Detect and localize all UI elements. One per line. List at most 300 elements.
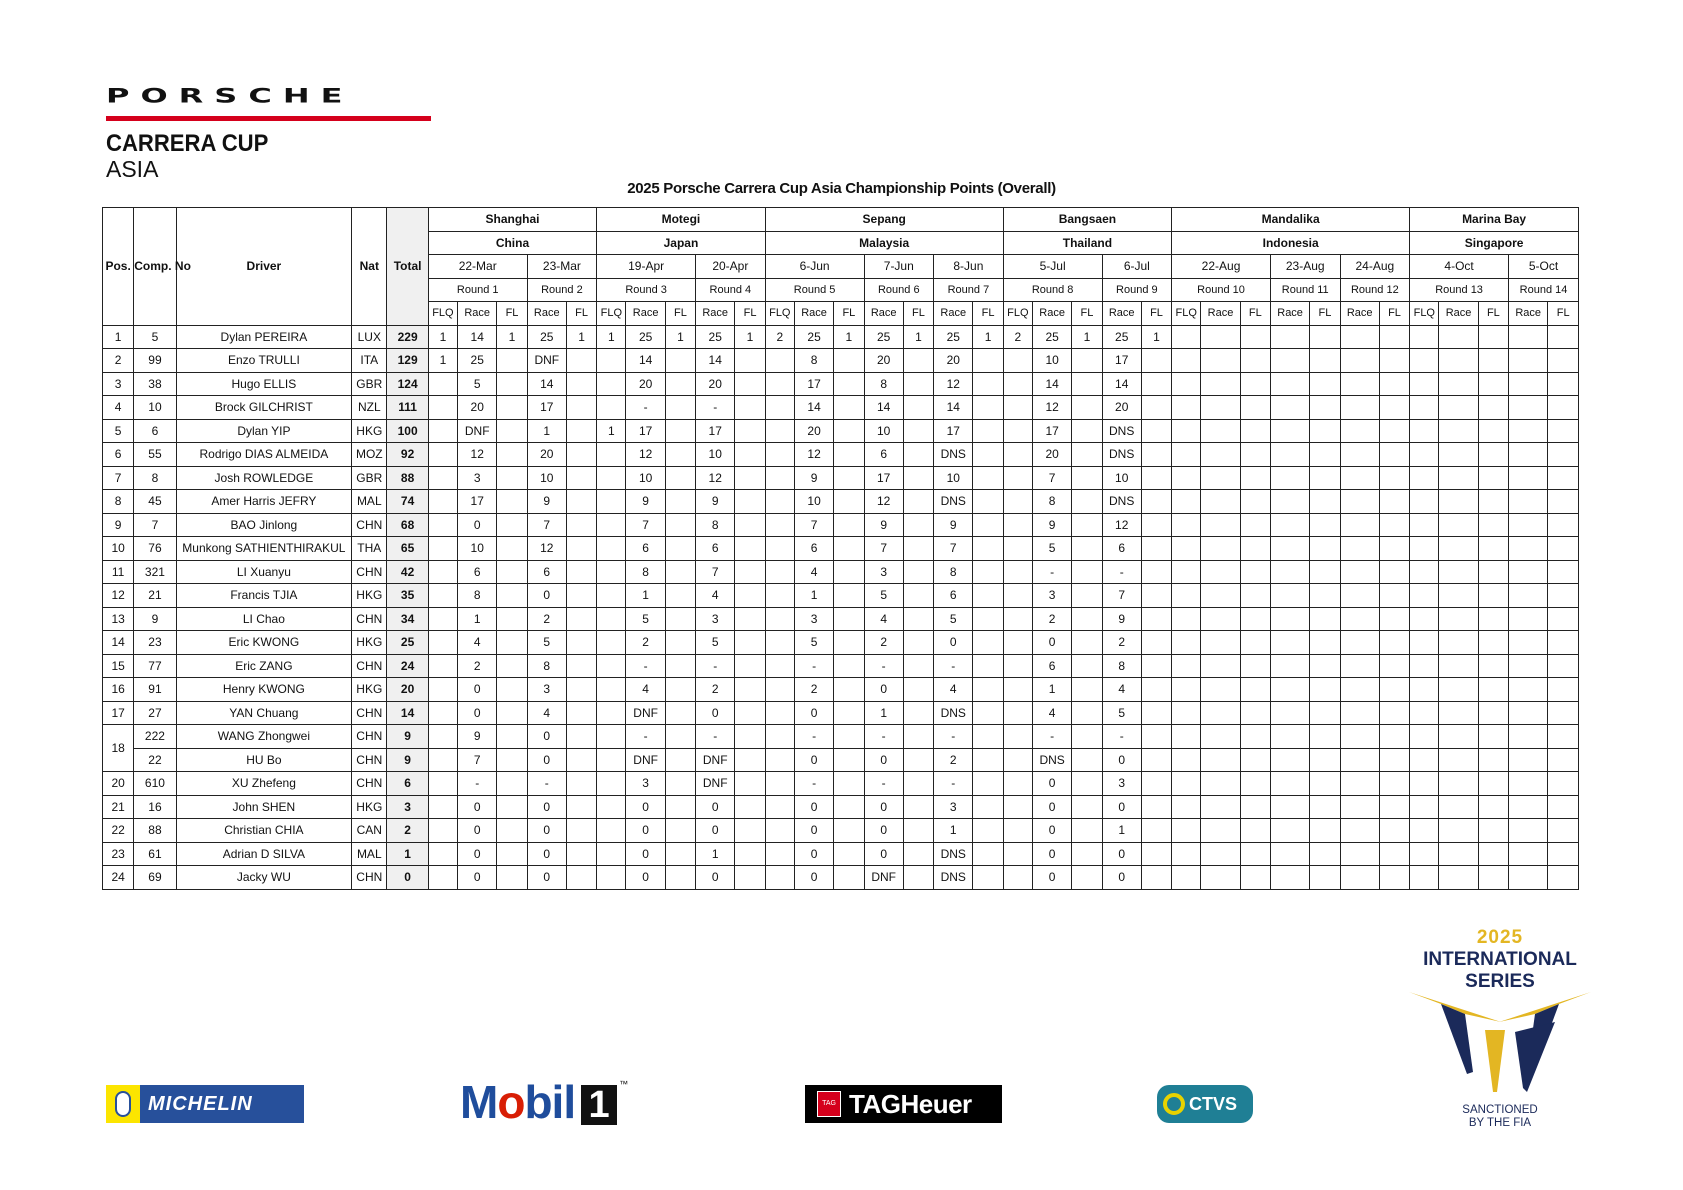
points-cell bbox=[1340, 772, 1379, 796]
points-cell bbox=[1141, 607, 1171, 631]
points-cell bbox=[1310, 419, 1340, 443]
points-cell: 0 bbox=[864, 819, 903, 843]
points-cell: 6 bbox=[934, 584, 973, 608]
points-cell: 6 bbox=[626, 537, 665, 561]
points-cell bbox=[834, 725, 864, 749]
points-cell: 20 bbox=[794, 419, 833, 443]
tag-heuer-wordmark: TAGHeuer bbox=[849, 1088, 972, 1119]
points-cell bbox=[497, 772, 527, 796]
points-cell bbox=[1548, 325, 1579, 349]
points-cell bbox=[497, 466, 527, 490]
points-cell: 8 bbox=[1102, 654, 1141, 678]
points-cell: 3 bbox=[626, 772, 665, 796]
points-cell bbox=[1379, 701, 1409, 725]
points-cell bbox=[1478, 419, 1508, 443]
points-cell bbox=[1141, 654, 1171, 678]
table-row bbox=[103, 349, 1579, 373]
driver-cell: Eric KWONG bbox=[176, 631, 352, 655]
driver-cell: Munkong SATHIENTHIRAKUL bbox=[176, 537, 352, 561]
nat-cell: CHN bbox=[352, 772, 387, 796]
points-cell: 3 bbox=[458, 466, 497, 490]
points-cell bbox=[903, 513, 933, 537]
points-cell bbox=[735, 725, 765, 749]
points-cell: DNS bbox=[934, 701, 973, 725]
points-cell bbox=[665, 560, 695, 584]
table-row bbox=[103, 866, 1579, 890]
country-header: Thailand bbox=[1003, 231, 1171, 255]
points-cell bbox=[1509, 443, 1548, 467]
points-cell bbox=[1141, 631, 1171, 655]
points-cell bbox=[1379, 560, 1409, 584]
points-cell bbox=[597, 443, 626, 467]
points-cell bbox=[765, 584, 794, 608]
points-cell bbox=[735, 443, 765, 467]
fl-col-header: FL bbox=[834, 302, 864, 326]
points-cell bbox=[973, 396, 1003, 420]
points-cell bbox=[428, 795, 457, 819]
points-cell: 8 bbox=[626, 560, 665, 584]
points-cell bbox=[1072, 537, 1102, 561]
points-cell bbox=[1072, 654, 1102, 678]
points-cell bbox=[1270, 396, 1309, 420]
date-header: 6-Jun bbox=[765, 255, 864, 279]
points-cell bbox=[665, 584, 695, 608]
points-cell bbox=[834, 419, 864, 443]
points-cell: 14 bbox=[794, 396, 833, 420]
total-cell: 65 bbox=[387, 537, 428, 561]
points-cell bbox=[765, 631, 794, 655]
points-cell bbox=[1172, 819, 1201, 843]
points-cell bbox=[1201, 725, 1240, 749]
points-cell bbox=[1270, 631, 1309, 655]
points-cell bbox=[1270, 443, 1309, 467]
round-header: Round 14 bbox=[1509, 278, 1579, 302]
points-cell bbox=[1072, 372, 1102, 396]
points-cell bbox=[1172, 654, 1201, 678]
race-col-header: Race bbox=[794, 302, 833, 326]
points-cell bbox=[903, 466, 933, 490]
points-cell bbox=[1201, 772, 1240, 796]
points-cell bbox=[428, 748, 457, 772]
points-cell: 14 bbox=[527, 372, 566, 396]
points-cell: 0 bbox=[864, 748, 903, 772]
points-cell bbox=[1509, 772, 1548, 796]
points-cell bbox=[1072, 490, 1102, 514]
fl-col-header: FL bbox=[1141, 302, 1171, 326]
points-cell: 14 bbox=[696, 349, 735, 373]
points-cell: DNF bbox=[626, 748, 665, 772]
points-cell: 5 bbox=[1102, 701, 1141, 725]
points-cell bbox=[1072, 584, 1102, 608]
points-cell: 0 bbox=[1032, 819, 1071, 843]
points-cell: 1 bbox=[428, 325, 457, 349]
points-cell bbox=[497, 842, 527, 866]
points-cell bbox=[1310, 842, 1340, 866]
points-cell: - bbox=[934, 772, 973, 796]
points-cell bbox=[1410, 490, 1439, 514]
points-cell bbox=[1003, 725, 1032, 749]
points-cell: 0 bbox=[458, 866, 497, 890]
points-cell bbox=[1270, 866, 1309, 890]
mobil-wordmark: Mobil bbox=[460, 1076, 576, 1128]
total-cell: 35 bbox=[387, 584, 428, 608]
points-cell: 0 bbox=[696, 701, 735, 725]
points-cell bbox=[1310, 701, 1340, 725]
driver-cell: Francis TJIA bbox=[176, 584, 352, 608]
points-cell bbox=[1439, 560, 1478, 584]
points-cell: 6 bbox=[864, 443, 903, 467]
points-cell bbox=[1548, 607, 1579, 631]
round-header: Round 2 bbox=[527, 278, 597, 302]
table-row bbox=[103, 372, 1579, 396]
pos-cell: 18 bbox=[103, 725, 134, 772]
points-cell bbox=[1172, 513, 1201, 537]
points-cell bbox=[1172, 584, 1201, 608]
points-cell bbox=[1509, 537, 1548, 561]
points-cell bbox=[1340, 560, 1379, 584]
points-cell: 8 bbox=[934, 560, 973, 584]
points-cell: 0 bbox=[696, 819, 735, 843]
points-cell bbox=[1003, 748, 1032, 772]
points-cell bbox=[1201, 701, 1240, 725]
points-cell bbox=[1141, 701, 1171, 725]
points-cell bbox=[1439, 631, 1478, 655]
series-name: CARRERA CUP bbox=[106, 130, 269, 157]
points-cell bbox=[1172, 866, 1201, 890]
points-cell bbox=[1379, 537, 1409, 561]
points-cell bbox=[428, 842, 457, 866]
fl-col-header: FL bbox=[497, 302, 527, 326]
comp-no-cell: 61 bbox=[134, 842, 176, 866]
points-cell bbox=[834, 513, 864, 537]
points-cell bbox=[1310, 795, 1340, 819]
fl-col-header: FL bbox=[1310, 302, 1340, 326]
points-cell bbox=[1270, 560, 1309, 584]
points-cell bbox=[834, 842, 864, 866]
pos-cell: 13 bbox=[103, 607, 134, 631]
tag-heuer-logo bbox=[805, 1085, 1002, 1123]
points-cell bbox=[1439, 325, 1478, 349]
points-cell: 8 bbox=[696, 513, 735, 537]
points-cell bbox=[497, 443, 527, 467]
points-cell: 6 bbox=[527, 560, 566, 584]
points-cell: 10 bbox=[696, 443, 735, 467]
points-cell bbox=[1240, 795, 1270, 819]
points-cell bbox=[1410, 372, 1439, 396]
points-cell bbox=[1201, 584, 1240, 608]
points-cell bbox=[1548, 654, 1579, 678]
points-cell: 2 bbox=[626, 631, 665, 655]
comp-no-cell: 77 bbox=[134, 654, 176, 678]
points-cell: 14 bbox=[1102, 372, 1141, 396]
points-cell bbox=[1340, 466, 1379, 490]
comp-no-cell: 321 bbox=[134, 560, 176, 584]
total-cell: 92 bbox=[387, 443, 428, 467]
points-cell bbox=[834, 772, 864, 796]
points-cell bbox=[903, 349, 933, 373]
points-cell: 8 bbox=[527, 654, 566, 678]
points-cell bbox=[665, 443, 695, 467]
points-cell: 9 bbox=[527, 490, 566, 514]
points-cell bbox=[1439, 443, 1478, 467]
points-cell bbox=[428, 772, 457, 796]
points-cell bbox=[665, 631, 695, 655]
points-cell bbox=[834, 396, 864, 420]
flq-col-header: FLQ bbox=[597, 302, 626, 326]
points-cell bbox=[1141, 560, 1171, 584]
points-cell bbox=[665, 372, 695, 396]
points-cell: DNS bbox=[934, 842, 973, 866]
nat-header: Nat bbox=[352, 208, 387, 326]
comp-no-cell: 5 bbox=[134, 325, 176, 349]
points-cell bbox=[428, 654, 457, 678]
points-cell bbox=[1240, 631, 1270, 655]
points-cell bbox=[735, 631, 765, 655]
michelin-wordmark: MICHELIN bbox=[148, 1092, 253, 1115]
points-cell: - bbox=[934, 725, 973, 749]
table-row bbox=[103, 842, 1579, 866]
points-cell bbox=[973, 772, 1003, 796]
pos-cell: 12 bbox=[103, 584, 134, 608]
points-cell bbox=[1410, 537, 1439, 561]
points-cell: 2 bbox=[765, 325, 794, 349]
points-cell: DNF bbox=[864, 866, 903, 890]
points-cell bbox=[1072, 795, 1102, 819]
race-col-header: Race bbox=[1340, 302, 1379, 326]
points-cell bbox=[428, 819, 457, 843]
points-cell bbox=[428, 537, 457, 561]
points-cell bbox=[566, 466, 596, 490]
driver-cell: Henry KWONG bbox=[176, 678, 352, 702]
table-row bbox=[103, 560, 1579, 584]
points-cell: 1 bbox=[428, 349, 457, 373]
points-cell: 25 bbox=[626, 325, 665, 349]
points-cell bbox=[566, 396, 596, 420]
comp-no-cell: 99 bbox=[134, 349, 176, 373]
race-col-header: Race bbox=[1201, 302, 1240, 326]
points-cell bbox=[1548, 631, 1579, 655]
points-cell: 0 bbox=[1032, 772, 1071, 796]
points-cell bbox=[1310, 654, 1340, 678]
table-row bbox=[103, 584, 1579, 608]
round-header: Round 1 bbox=[428, 278, 527, 302]
nat-cell: ITA bbox=[352, 349, 387, 373]
points-cell bbox=[1141, 466, 1171, 490]
points-cell bbox=[903, 396, 933, 420]
points-cell bbox=[1410, 795, 1439, 819]
points-cell: 0 bbox=[626, 795, 665, 819]
series-year: 2025 bbox=[1476, 927, 1524, 948]
points-cell bbox=[597, 678, 626, 702]
total-cell: 229 bbox=[387, 325, 428, 349]
points-cell bbox=[597, 654, 626, 678]
pos-cell: 24 bbox=[103, 866, 134, 890]
points-cell bbox=[834, 443, 864, 467]
points-cell bbox=[735, 537, 765, 561]
pos-cell: 10 bbox=[103, 537, 134, 561]
comp-no-header: Comp. No bbox=[134, 208, 176, 326]
fl-col-header: FL bbox=[903, 302, 933, 326]
porsche-wordmark: PORSCHE bbox=[106, 84, 354, 108]
points-cell: 9 bbox=[794, 466, 833, 490]
nat-cell: GBR bbox=[352, 466, 387, 490]
circuit-header: Sepang bbox=[765, 208, 1003, 232]
points-cell bbox=[735, 396, 765, 420]
points-cell: 1 bbox=[597, 325, 626, 349]
points-cell bbox=[1201, 349, 1240, 373]
flq-col-header: FLQ bbox=[1410, 302, 1439, 326]
points-cell bbox=[1509, 513, 1548, 537]
points-cell bbox=[765, 795, 794, 819]
points-cell bbox=[597, 701, 626, 725]
points-cell bbox=[834, 819, 864, 843]
points-cell bbox=[1478, 560, 1508, 584]
nat-cell: CHN bbox=[352, 701, 387, 725]
points-cell: - bbox=[626, 654, 665, 678]
points-cell bbox=[1548, 842, 1579, 866]
points-cell bbox=[597, 349, 626, 373]
points-cell bbox=[1439, 349, 1478, 373]
points-cell bbox=[1240, 349, 1270, 373]
points-cell bbox=[1379, 584, 1409, 608]
pos-cell: 21 bbox=[103, 795, 134, 819]
points-cell bbox=[903, 678, 933, 702]
points-cell bbox=[735, 372, 765, 396]
points-cell bbox=[1141, 819, 1171, 843]
points-cell bbox=[665, 537, 695, 561]
points-cell bbox=[1201, 631, 1240, 655]
comp-no-cell: 610 bbox=[134, 772, 176, 796]
race-col-header: Race bbox=[864, 302, 903, 326]
points-cell: 12 bbox=[794, 443, 833, 467]
points-cell bbox=[566, 701, 596, 725]
points-cell bbox=[1509, 842, 1548, 866]
points-cell bbox=[903, 537, 933, 561]
points-cell bbox=[597, 819, 626, 843]
points-cell: 6 bbox=[1102, 537, 1141, 561]
points-cell bbox=[1548, 372, 1579, 396]
nat-cell: NZL bbox=[352, 396, 387, 420]
points-cell bbox=[1270, 372, 1309, 396]
points-cell bbox=[1439, 654, 1478, 678]
points-cell bbox=[735, 513, 765, 537]
points-cell bbox=[834, 748, 864, 772]
points-cell: 0 bbox=[794, 819, 833, 843]
sanctioned-text-2: BY THE FIA bbox=[1468, 1117, 1532, 1129]
points-cell bbox=[735, 842, 765, 866]
points-cell bbox=[1141, 748, 1171, 772]
points-cell bbox=[1340, 866, 1379, 890]
points-cell bbox=[903, 866, 933, 890]
comp-no-cell: 6 bbox=[134, 419, 176, 443]
points-cell bbox=[665, 819, 695, 843]
points-cell bbox=[1201, 372, 1240, 396]
points-cell bbox=[1310, 443, 1340, 467]
points-cell bbox=[1478, 842, 1508, 866]
points-cell bbox=[1340, 748, 1379, 772]
table-row bbox=[103, 466, 1579, 490]
points-cell bbox=[566, 819, 596, 843]
points-cell bbox=[1340, 372, 1379, 396]
points-cell bbox=[1340, 537, 1379, 561]
points-cell bbox=[566, 372, 596, 396]
points-cell bbox=[497, 631, 527, 655]
comp-no-cell: 76 bbox=[134, 537, 176, 561]
points-cell bbox=[1172, 349, 1201, 373]
points-cell: 0 bbox=[527, 584, 566, 608]
points-cell bbox=[1003, 584, 1032, 608]
points-cell: 6 bbox=[696, 537, 735, 561]
points-cell: 17 bbox=[458, 490, 497, 514]
points-cell: 20 bbox=[1032, 443, 1071, 467]
points-cell: 0 bbox=[1032, 631, 1071, 655]
points-cell bbox=[903, 560, 933, 584]
points-cell bbox=[973, 819, 1003, 843]
points-cell bbox=[1310, 490, 1340, 514]
points-cell bbox=[1478, 372, 1508, 396]
points-cell bbox=[665, 866, 695, 890]
points-cell: 5 bbox=[934, 607, 973, 631]
points-cell bbox=[1310, 396, 1340, 420]
total-cell: 24 bbox=[387, 654, 428, 678]
points-cell bbox=[1509, 419, 1548, 443]
points-cell bbox=[1478, 584, 1508, 608]
points-cell: 0 bbox=[458, 513, 497, 537]
points-cell bbox=[1003, 513, 1032, 537]
points-cell bbox=[1310, 584, 1340, 608]
round-header: Round 9 bbox=[1102, 278, 1172, 302]
points-cell bbox=[903, 584, 933, 608]
points-cell bbox=[497, 701, 527, 725]
points-cell: 0 bbox=[1102, 748, 1141, 772]
table-row bbox=[103, 537, 1579, 561]
points-cell: 6 bbox=[458, 560, 497, 584]
points-cell: 0 bbox=[1032, 795, 1071, 819]
points-cell bbox=[497, 584, 527, 608]
points-cell bbox=[765, 772, 794, 796]
points-cell bbox=[566, 654, 596, 678]
points-cell bbox=[1548, 349, 1579, 373]
points-cell bbox=[1379, 795, 1409, 819]
points-cell bbox=[566, 795, 596, 819]
points-cell: 5 bbox=[696, 631, 735, 655]
points-cell: 0 bbox=[696, 795, 735, 819]
fl-col-header: FL bbox=[1240, 302, 1270, 326]
porsche-carrera-cup-logo bbox=[106, 84, 354, 182]
nat-cell: CHN bbox=[352, 607, 387, 631]
points-cell bbox=[1270, 490, 1309, 514]
points-cell: 5 bbox=[626, 607, 665, 631]
driver-cell: Brock GILCHRIST bbox=[176, 396, 352, 420]
points-cell bbox=[665, 842, 695, 866]
points-cell: 9 bbox=[1032, 513, 1071, 537]
points-cell bbox=[1310, 560, 1340, 584]
points-cell bbox=[1240, 490, 1270, 514]
nat-cell: HKG bbox=[352, 795, 387, 819]
comp-no-cell: 38 bbox=[134, 372, 176, 396]
points-cell bbox=[1548, 584, 1579, 608]
points-cell bbox=[1478, 631, 1508, 655]
points-cell bbox=[765, 607, 794, 631]
points-cell bbox=[1478, 748, 1508, 772]
points-cell: DNS bbox=[934, 443, 973, 467]
points-cell bbox=[1310, 631, 1340, 655]
race-col-header: Race bbox=[1102, 302, 1141, 326]
fl-col-header: FL bbox=[1478, 302, 1508, 326]
points-cell bbox=[428, 631, 457, 655]
driver-cell: Dylan PEREIRA bbox=[176, 325, 352, 349]
points-cell bbox=[973, 513, 1003, 537]
